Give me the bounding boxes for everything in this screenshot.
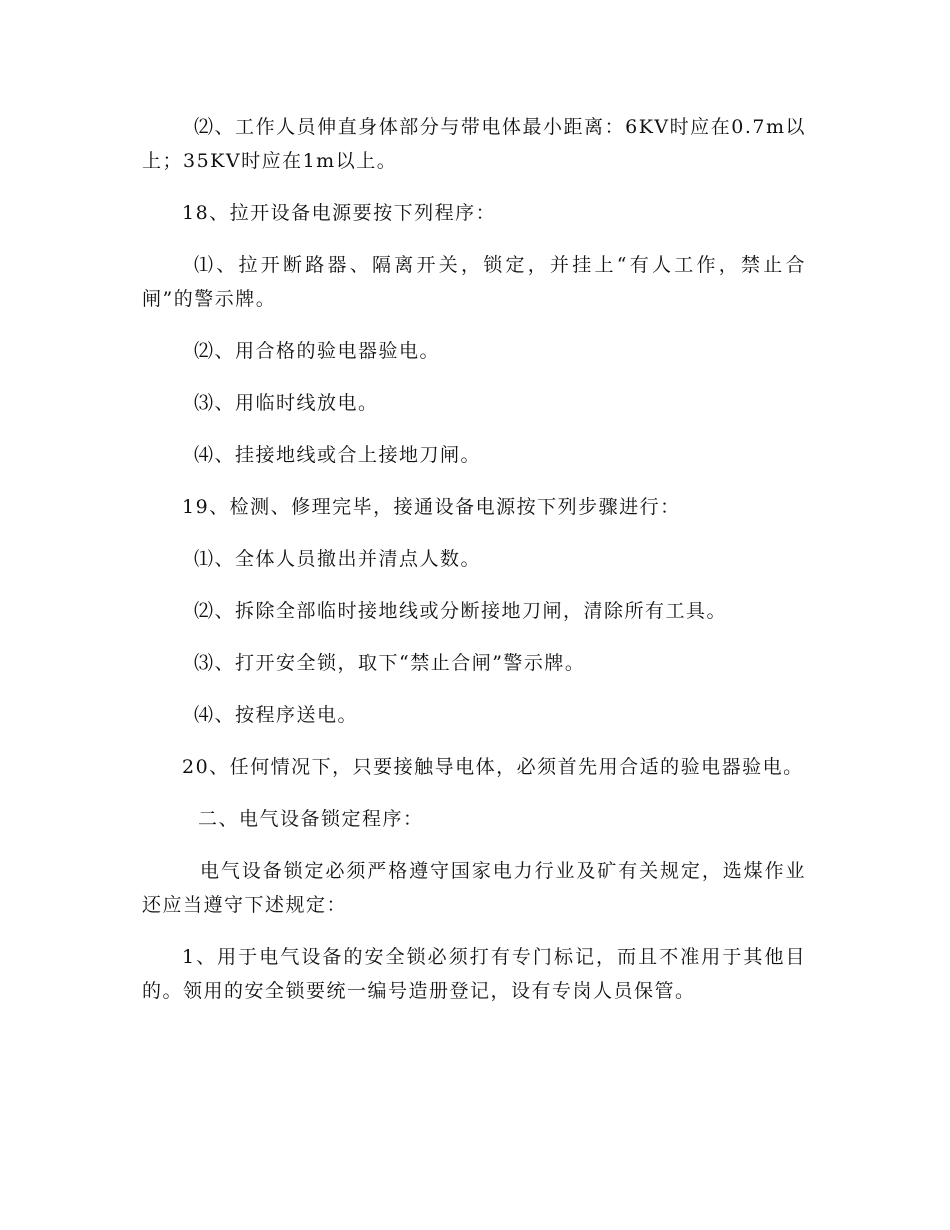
paragraph-item-20: 20、任何情况下，只要接触导电体，必须首先用合适的验电器验电。 (182, 756, 804, 778)
paragraph-18-step-4: ⑷、挂接地线或合上接地刀闸。 (194, 444, 482, 466)
section-heading-lockout: 二、电气设备锁定程序： (198, 808, 424, 830)
paragraph-distance-rule: ⑵、工作人员伸直身体部分与带电体最小距离：6KV时应在0.7m以上；35KV时应在1m以上。 (142, 116, 806, 172)
paragraph-19-step-1: ⑴、全体人员撤出并清点人数。 (194, 548, 482, 570)
paragraph-lockout-intro: 电气设备锁定必须严格遵守国家电力行业及矿有关规定，选煤作业还应当遵守下述规定： (142, 860, 806, 916)
paragraph-19-step-4: ⑷、按程序送电。 (194, 704, 359, 726)
paragraph-18-step-2: ⑵、用合格的验电器验电。 (194, 340, 441, 362)
paragraph-18-step-1: ⑴、拉开断路器、隔离开关，锁定，并挂上“有人工作，禁止合闸”的警示牌。 (142, 254, 806, 310)
paragraph-18-step-3: ⑶、用临时线放电。 (194, 392, 379, 414)
document-body (142, 110, 806, 1026)
paragraph-lockout-item-1: 1、用于电气设备的安全锁必须打有专门标记，而且不准用于其他目的。领用的安全锁要统一编号造册登记，设有专岗人员保管。 (142, 946, 806, 1002)
paragraph-item-18: 18、拉开设备电源要按下列程序： (182, 202, 497, 224)
paragraph-item-19: 19、检测、修理完毕，接通设备电源按下列步骤进行： (182, 496, 681, 518)
paragraph-19-step-3: ⑶、打开安全锁，取下“禁止合闸”警示牌。 (194, 652, 586, 674)
paragraph-19-step-2: ⑵、拆除全部临时接地线或分断接地刀闸，清除所有工具。 (194, 600, 728, 622)
